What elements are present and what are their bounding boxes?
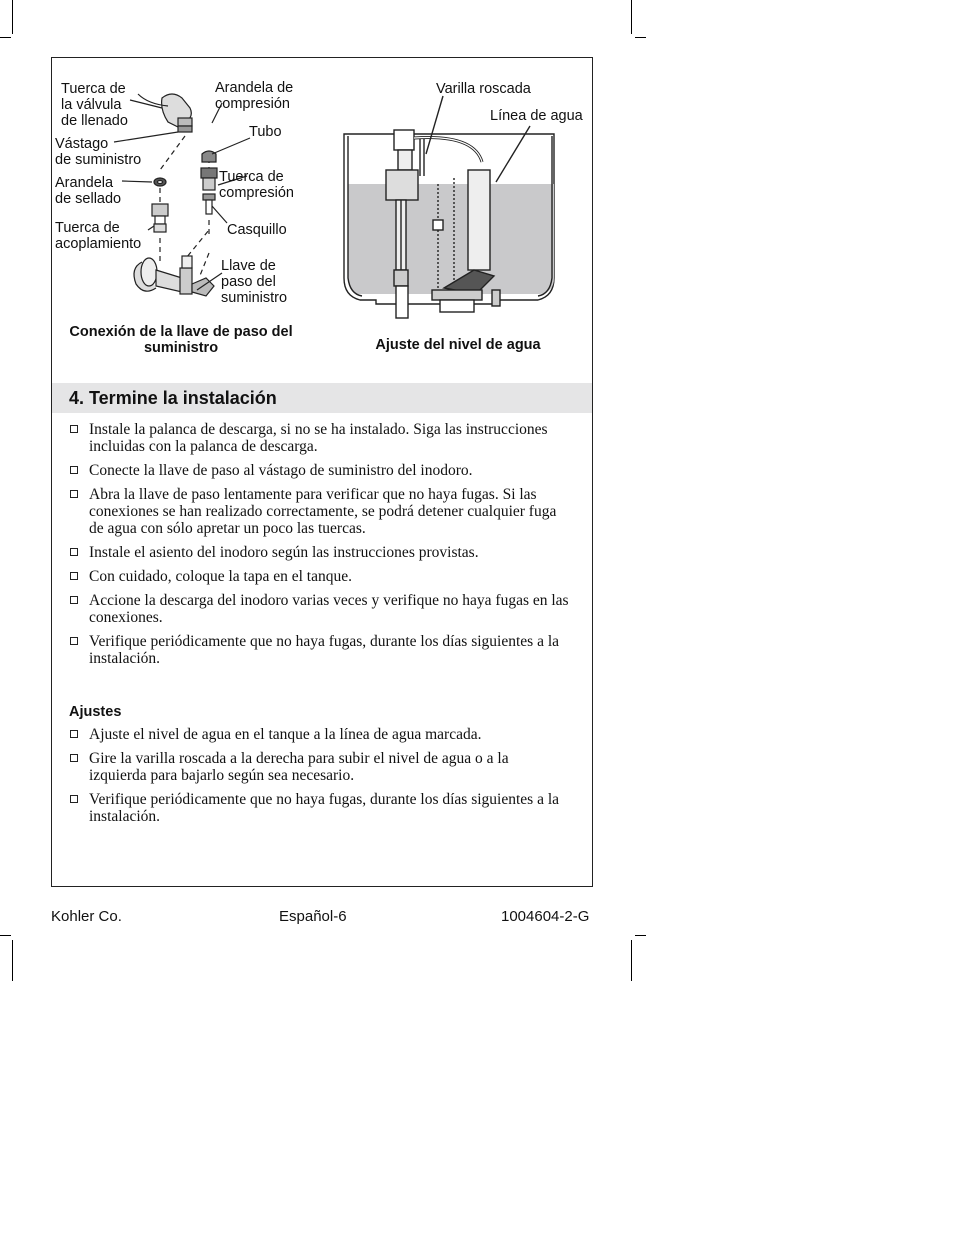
crop-mark bbox=[12, 0, 13, 34]
checkbox-square-icon bbox=[70, 730, 78, 738]
adjustments-heading: Ajustes bbox=[69, 704, 122, 720]
adjustments-list bbox=[69, 726, 569, 832]
list-item: Gire la varilla roscada a la derecha para subir el nivel de agua o a la izquierda para bajarlo según sea necesario. bbox=[69, 750, 569, 784]
crop-mark bbox=[0, 935, 11, 936]
list-item: Accione la descarga del inodoro varias veces y verifique no haya fugas en las conexiones. bbox=[69, 592, 569, 626]
label-water-line: Línea de agua bbox=[490, 108, 583, 124]
label-compression-washer: Arandela de compresión bbox=[215, 80, 294, 112]
label-threaded-rod: Varilla roscada bbox=[436, 81, 531, 97]
water-level-diagram bbox=[344, 96, 554, 318]
label-sealing-washer: Arandela de sellado bbox=[55, 175, 122, 207]
label-supply-shank: Vástago de suministro bbox=[55, 136, 142, 168]
checkbox-square-icon bbox=[70, 596, 78, 604]
crop-mark bbox=[631, 0, 632, 34]
caption-supply-connection: Conexión de la llave de paso del suministro bbox=[69, 324, 293, 356]
content-frame bbox=[51, 57, 593, 887]
installation-steps-list bbox=[69, 421, 569, 674]
figures-area bbox=[52, 58, 592, 378]
caption-water-level: Ajuste del nivel de agua bbox=[375, 337, 541, 353]
checkbox-square-icon bbox=[70, 490, 78, 498]
label-sleeve: Casquillo bbox=[227, 222, 287, 238]
footer-page-number: Español-6 bbox=[279, 908, 347, 925]
label-supply-stop: Llave de paso del suministro bbox=[221, 258, 288, 306]
section-title: 4. Termine la instalación bbox=[69, 388, 277, 408]
label-compression-nut: Tuerca de compresión bbox=[219, 169, 294, 201]
footer-document-code: 1004604-2-G bbox=[501, 908, 590, 925]
crop-mark bbox=[635, 935, 646, 936]
checkbox-square-icon bbox=[70, 754, 78, 762]
label-fill-valve-nut: Tuerca de la válvula de llenado bbox=[61, 81, 128, 129]
list-item: Conecte la llave de paso al vástago de suministro del inodoro. bbox=[69, 462, 569, 479]
list-item: Con cuidado, coloque la tapa en el tanque. bbox=[69, 568, 569, 585]
footer-company: Kohler Co. bbox=[51, 908, 122, 925]
list-item: Verifique periódicamente que no haya fugas, durante los días siguientes a la instalación. bbox=[69, 633, 569, 667]
crop-mark bbox=[12, 940, 13, 981]
crop-mark bbox=[0, 37, 11, 38]
checkbox-square-icon bbox=[70, 548, 78, 556]
section-header-bar bbox=[52, 383, 592, 413]
label-tube: Tubo bbox=[249, 124, 282, 140]
list-item: Ajuste el nivel de agua en el tanque a la línea de agua marcada. bbox=[69, 726, 569, 743]
list-item: Instale la palanca de descarga, si no se ha instalado. Siga las instrucciones incluidas con la palanca de descarga. bbox=[69, 421, 569, 455]
label-coupling-nut: Tuerca de acoplamiento bbox=[55, 220, 142, 252]
checkbox-square-icon bbox=[70, 572, 78, 580]
crop-mark bbox=[631, 940, 632, 981]
crop-mark bbox=[635, 37, 646, 38]
checkbox-square-icon bbox=[70, 795, 78, 803]
list-item: Abra la llave de paso lentamente para verificar que no haya fugas. Si las conexiones se han realizado correctamente, se podrá detener cualquier fuga de agua con sólo apretar un poco las tuercas. bbox=[69, 486, 569, 537]
checkbox-square-icon bbox=[70, 466, 78, 474]
list-item: Instale el asiento del inodoro según las instrucciones provistas. bbox=[69, 544, 569, 561]
checkbox-square-icon bbox=[70, 425, 78, 433]
list-item: Verifique periódicamente que no haya fugas, durante los días siguientes a la instalación. bbox=[69, 791, 569, 825]
checkbox-square-icon bbox=[70, 637, 78, 645]
